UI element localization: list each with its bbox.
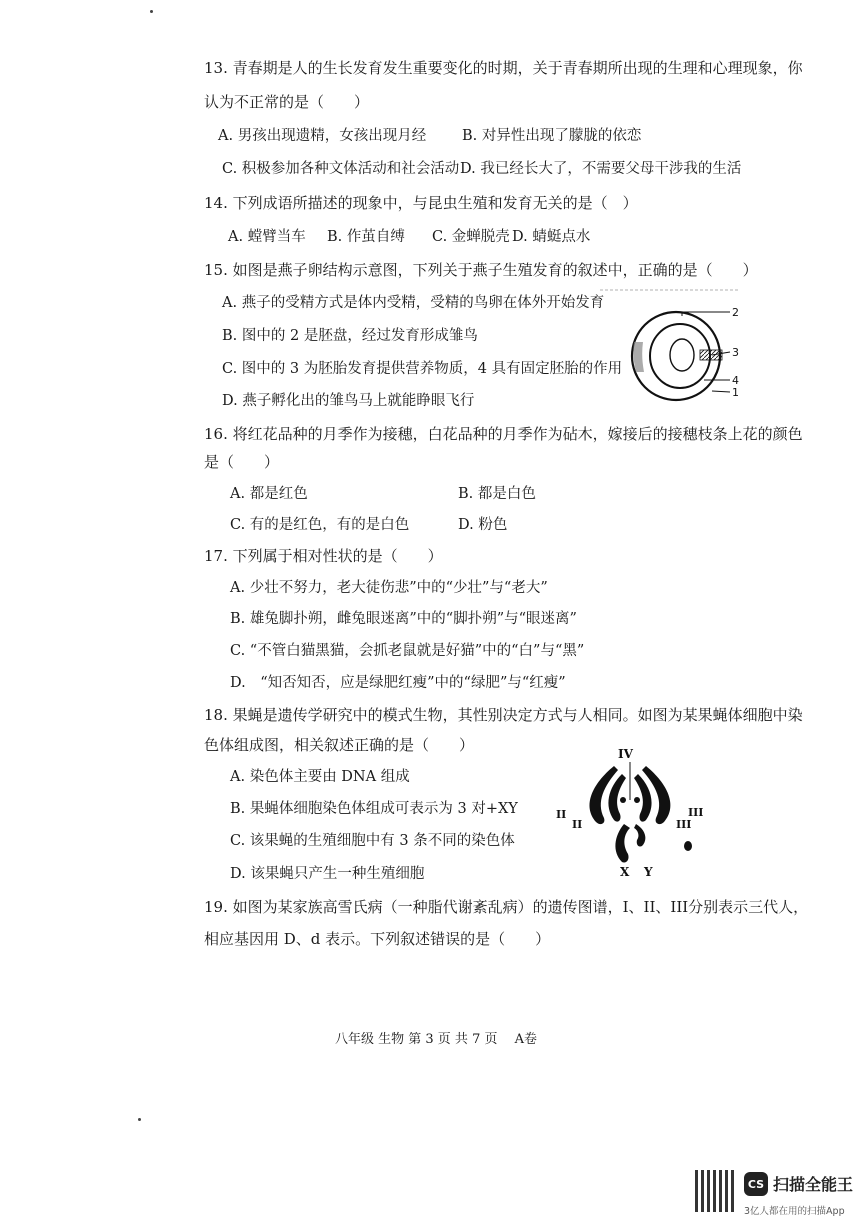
chromosome-label-ii-right: II [572,818,583,831]
q15-stem: 15. 如图是燕子卵结构示意图，下列关于燕子生殖发育的叙述中，正确的是（ ） [204,261,758,279]
q16-stem-line2: 是（ ） [204,453,280,471]
egg-label-4: 4 [732,374,739,387]
q16-stem-line1: 16. 将红花品种的月季作为接穗，白花品种的月季作为砧木，嫁接后的接穗枝条上花的颜色 [204,425,803,443]
q18-option-b: B. 果蝇体细胞染色体组成可表示为 3 对+XY [230,801,518,817]
q16-option-c: C. 有的是红色，有的是白色 [230,517,410,533]
scan-speck [138,1118,141,1121]
egg-label-3: 3 [732,346,739,359]
q14-option-d: D. 蜻蜓点水 [512,229,591,245]
page-footer: 八年级 生物 第 3 页 共 7 页 A卷 [335,1032,537,1047]
q13-option-b: B. 对异性出现了朦胧的依恋 [462,128,642,144]
chromosome-label-y: Y [644,865,653,879]
q18-option-a: A. 染色体主要由 DNA 组成 [230,769,410,785]
q17-option-b: B. 雄兔脚扑朔，雌兔眼迷离”中的“脚扑朔”与“眼迷离” [230,611,577,627]
q15-option-c: C. 图中的 3 为胚胎发育提供营养物质，4 具有固定胚胎的作用 [222,361,623,377]
q19-stem-line1: 19. 如图为某家族高雪氏病（一种脂代谢紊乱病）的遗传图谱，I、II、III分别表示三代人， [204,898,809,916]
chromosome-diagram [552,744,712,879]
q15-option-b: B. 图中的 2 是胚盘，经过发育形成雏鸟 [222,328,478,344]
q16-option-b: B. 都是白色 [458,486,536,502]
q18-stem-line2: 色体组成图，相关叙述正确的是（ ） [204,736,475,754]
egg-label-1: 1 [732,386,739,399]
camscanner-name: 扫描全能王 [773,1175,854,1194]
camscanner-logo: CS [744,1172,768,1196]
q17-option-a: A. 少壮不努力，老大徒伤悲”中的“少壮”与“老大” [230,580,548,596]
q13-stem-line2: 认为不正常的是（ ） [204,93,370,111]
chromosome-label-iv: IV [618,747,633,761]
chromosome-label-ii-left: II [556,808,567,821]
q18-option-d: D. 该果蝇只产生一种生殖细胞 [230,866,425,882]
chromosome-label-x: X [620,865,630,879]
chromosome-label-iii-left: III [688,806,704,819]
scan-speck [150,10,153,13]
q18-stem-line1: 18. 果蝇是遗传学研究中的模式生物，其性别决定方式与人相同。如图为某果蝇体细胞中染 [204,706,803,724]
q15-option-a: A. 燕子的受精方式是体内受精，受精的鸟卵在体外开始发育 [222,295,605,311]
q17-stem: 17. 下列属于相对性状的是（ ） [204,547,443,565]
qr-code-image [695,1170,737,1212]
q13-option-a: A. 男孩出现遗精，女孩出现月经 [218,128,427,144]
q19-stem-line2: 相应基因用 D、d 表示。下列叙述错误的是（ ） [204,930,551,948]
camscanner-tagline: 3亿人都在用的扫描App [744,1206,845,1217]
q13-option-c: C. 积极参加各种文体活动和社会活动 [222,161,460,177]
q16-option-a: A. 都是红色 [230,486,308,502]
q18-option-c: C. 该果蝇的生殖细胞中有 3 条不同的染色体 [230,833,515,849]
q17-option-c: C. “不管白猫黑猫，会抓老鼠就是好猫”中的“白”与“黑” [230,643,585,659]
q13-option-d: D. 我已经长大了，不需要父母干涉我的生活 [460,161,742,177]
q14-option-b: B. 作茧自缚 [327,229,405,245]
egg-label-2: 2 [732,306,739,319]
q13-stem-line1: 13. 青春期是人的生长发育发生重要变化的时期，关于青春期所出现的生理和心理现象，你 [204,59,803,77]
chromosome-label-iii-right: III [676,818,692,831]
q14-stem: 14. 下列成语所描述的现象中，与昆虫生殖和发育无关的是（ ） [204,194,638,212]
q16-option-d: D. 粉色 [458,517,508,533]
egg-structure-diagram [600,282,750,412]
q14-option-c: C. 金蝉脱壳 [432,229,510,245]
q15-option-d: D. 燕子孵化出的雏鸟马上就能睁眼飞行 [222,393,475,409]
q14-option-a: A. 螳臂当车 [228,229,306,245]
q17-option-d: D. “知否知否，应是绿肥红瘦”中的“绿肥”与“红瘦” [230,675,566,691]
